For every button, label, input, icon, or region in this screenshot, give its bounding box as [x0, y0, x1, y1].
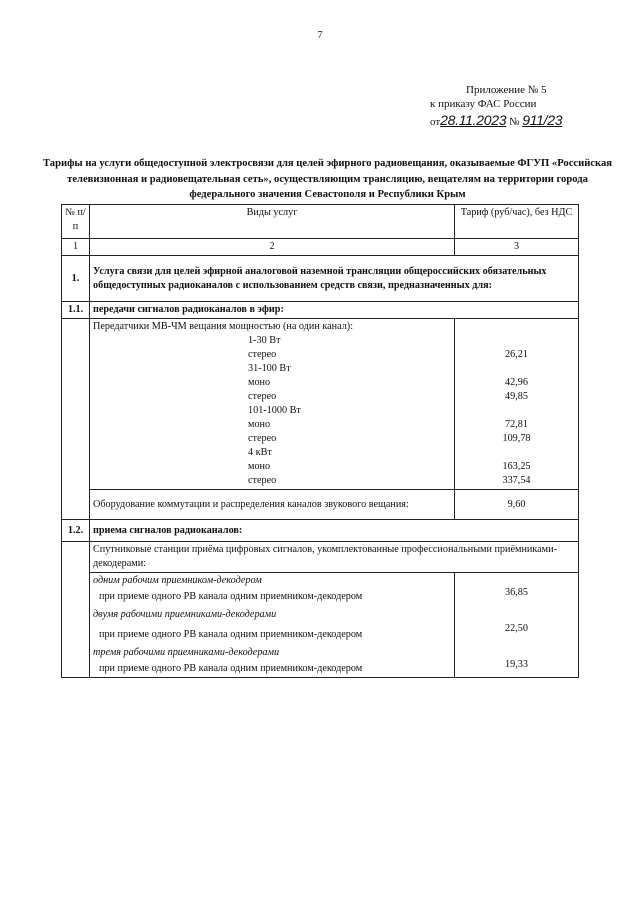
price: 19,33 — [505, 659, 528, 670]
header-num: № п/п — [62, 205, 90, 239]
handwritten-number: 911/23 — [522, 112, 563, 128]
receiver-head: тремя рабочими приемниками-декодерами — [93, 647, 280, 658]
transmitters-cell — [90, 319, 455, 490]
header-services: Виды услуг — [90, 205, 455, 239]
mode-mono: моно — [248, 461, 271, 472]
satellite-label: Спутниковые станции приёма цифровых сигналов, укомплектованные профессиональными приёмниками-декодерами: — [90, 542, 579, 573]
section-1-2-row — [62, 520, 579, 542]
satellite-row — [62, 542, 579, 573]
mode-stereo: стерео — [248, 475, 277, 486]
price: 22,50 — [505, 623, 528, 634]
equipment-text: Оборудование коммутации и распределения каналов звукового вещания: — [90, 490, 455, 520]
header-row — [62, 205, 579, 239]
section-1-text: Услуга связи для целей эфирной аналоговой наземной трансляции общероссийских обязательных общедоступных радиоканалов с использованием средств связи, предназначенных для: — [90, 256, 579, 302]
from-prefix: от — [430, 116, 441, 128]
col-number-3: 3 — [455, 239, 579, 256]
page-number: 7 — [317, 30, 323, 41]
transmitters-row — [62, 319, 579, 490]
price: 26,21 — [505, 349, 528, 360]
equipment-price: 9,60 — [455, 490, 579, 520]
handwritten-date: 28.11.2023 — [440, 112, 507, 128]
mode-stereo: стерео — [248, 391, 277, 402]
tariff-table — [61, 204, 579, 678]
receiver-head: одним рабочим приемником-декодером — [93, 575, 262, 586]
mode-mono: моно — [248, 377, 271, 388]
section-1-1-text: передачи сигналов радиоканалов в эфир: — [90, 302, 579, 319]
price: 337,54 — [502, 475, 531, 486]
number-label: № — [508, 116, 520, 128]
power-101-1000: 101-1000 Вт — [248, 405, 301, 416]
power-4kw: 4 кВт — [248, 447, 272, 458]
power-31-100: 31-100 Вт — [248, 363, 291, 374]
appendix-title: Приложение № 5 — [466, 84, 547, 96]
receivers-prices — [455, 573, 579, 678]
section-1-2-text: приема сигналов радиоканалов: — [90, 520, 579, 542]
mode-stereo: стерео — [248, 433, 277, 444]
receiver-text: при приеме одного РВ канала одним приемником-декодером — [99, 663, 363, 674]
section-1-1-num: 1.1. — [62, 302, 90, 319]
receivers-cell — [90, 573, 455, 678]
appendix-block — [430, 83, 610, 129]
price: 49,85 — [505, 391, 528, 402]
col-number-2: 2 — [90, 239, 455, 256]
receiver-head: двумя рабочими приемниками-декодерами — [93, 609, 277, 620]
price: 163,25 — [502, 461, 531, 472]
section-1-num: 1. — [62, 256, 90, 302]
appendix-order: к приказу ФАС России — [430, 98, 537, 110]
transmitters-prices — [455, 319, 579, 490]
price: 72,81 — [505, 419, 528, 430]
mode-stereo: стерео — [248, 349, 277, 360]
section-1-1-row — [62, 302, 579, 319]
appendix-date-line — [430, 113, 610, 129]
power-1-30: 1-30 Вт — [248, 335, 281, 346]
receiver-text: при приеме одного РВ канала одним приемником-декодером — [99, 629, 363, 640]
header-tariff: Тариф (руб/час), без НДС — [455, 205, 579, 239]
empty-num-cell — [62, 319, 90, 520]
column-number-row — [62, 239, 579, 256]
col-number-1: 1 — [62, 239, 90, 256]
empty-num-cell — [62, 542, 90, 678]
price: 42,96 — [505, 377, 528, 388]
mode-mono: моно — [248, 419, 271, 430]
transmitters-label: Передатчики МВ-ЧМ вещания мощностью (на один канал): — [93, 321, 354, 332]
price: 36,85 — [505, 587, 528, 598]
section-1-2-num: 1.2. — [62, 520, 90, 542]
equipment-row — [62, 490, 579, 520]
receiver-text: при приеме одного РВ канала одним приемником-декодером — [99, 591, 363, 602]
document-title: Тарифы на услуги общедоступной электросвязи для целей эфирного радиовещания, оказываемые ФГУП «Российская телевизионная и радиовещательная сеть», осуществляющим трансляцию, вещателям на территории города федерального значения Севастополя и Республики Крым — [42, 158, 613, 200]
receivers-row — [62, 573, 579, 678]
price: 109,78 — [502, 433, 531, 444]
section-1-row — [62, 256, 579, 302]
